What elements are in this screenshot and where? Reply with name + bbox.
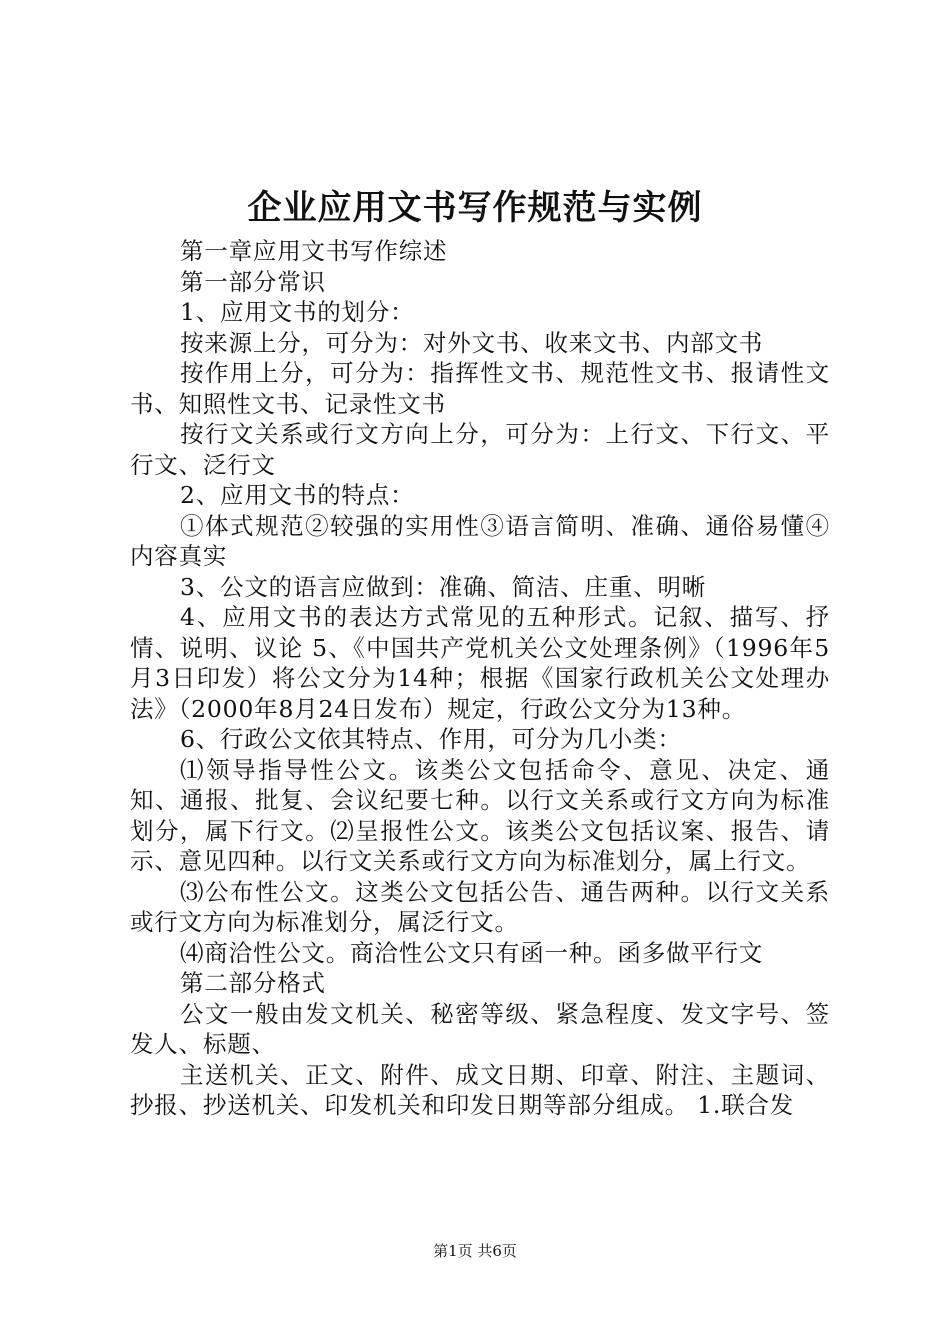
section-heading: 第一部分常识	[180, 267, 326, 296]
paragraph: ⑶公布性公文。这类公文包括公告、通告两种。以行文关系或行文方向为标准划分，属泛行文。	[130, 877, 830, 936]
section-heading: 第二部分格式	[180, 969, 326, 997]
page-number: 第1页 共6页	[433, 1242, 517, 1260]
paragraph: ⑴领导指导性公文。该类公文包括命令、意见、决定、通知、通报、批复、会议纪要七种。以行文关系或行文方向为标准划分，属下行文。⑵呈报性公文。该类公文包括议案、报告、请示、意见四种。以行文关系或行文方向为标准划分，属上行文。	[130, 755, 830, 875]
paragraph: 4、应用文书的表达方式常见的五种形式。记叙、描写、抒情、说明、议论 5、《中国共产党机关公文处理条例》（1996年5月3日印发）将公文分为14种；根据《国家行政机关公文处理办法》（2000年8月24日发布）规定，行政公文分为13种。	[130, 603, 830, 723]
paragraph: 1、应用文书的划分：	[180, 298, 415, 326]
paragraph: 按来源上分，可分为：对外文书、收来文书、内部文书	[180, 328, 764, 357]
document-title: 企业应用文书写作规范与实例	[247, 188, 703, 228]
chapter-heading: 第一章应用文书写作综述	[180, 237, 448, 265]
paragraph: 主送机关、正文、附件、成文日期、印章、附注、主题词、抄报、抄送机关、印发机关和印发日期等部分组成。 1.联合发	[130, 1060, 830, 1119]
paragraph: ①体式规范②较强的实用性③语言简明、准确、通俗易懂④内容真实	[130, 511, 830, 570]
paragraph: 6、行政公文依其特点、作用，可分为几小类：	[180, 725, 682, 753]
document-body	[130, 236, 830, 1121]
paragraph: 公文一般由发文机关、秘密等级、紧急程度、发文字号、签发人、标题、	[130, 999, 830, 1058]
paragraph: 3、公文的语言应做到：准确、简洁、庄重、明晰	[180, 572, 707, 601]
paragraph: 按行文关系或行文方向上分，可分为：上行文、下行文、平行文、泛行文	[130, 420, 830, 479]
paragraph: 2、应用文书的特点：	[180, 481, 415, 509]
paragraph: ⑷商洽性公文。商洽性公文只有函一种。函多做平行文	[180, 938, 764, 967]
paragraph: 按作用上分，可分为：指挥性文书、规范性文书、报请性文书、知照性文书、记录性文书	[130, 359, 830, 418]
